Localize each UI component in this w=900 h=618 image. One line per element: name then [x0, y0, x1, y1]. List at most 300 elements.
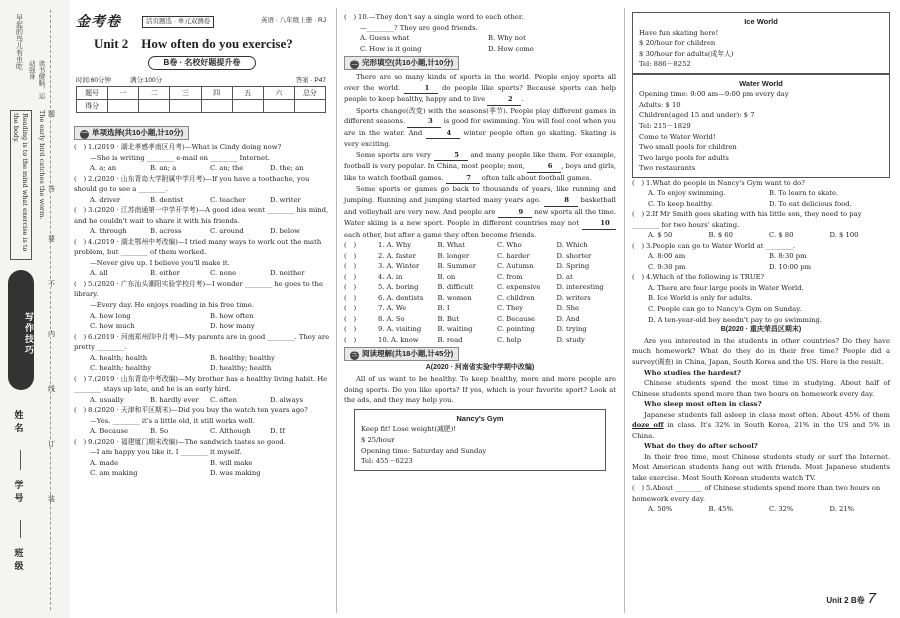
- question: [74, 279, 330, 332]
- option: B. across: [150, 227, 182, 236]
- option: C. Who: [497, 241, 522, 250]
- subject-label: 英语 · 八年级上册 · RJ: [261, 17, 326, 24]
- question-source: (2019 · 河南郑州四中月考): [94, 332, 178, 341]
- answer-paren: ( ): [344, 314, 357, 323]
- option: D. writer: [270, 195, 301, 204]
- passage-subheading: What do they do after school?: [644, 442, 758, 451]
- ad-nancys-gym: [354, 409, 606, 471]
- answer-paren: ( ): [344, 283, 357, 292]
- cloze-option-row: [344, 240, 616, 251]
- question-number: 3.: [88, 206, 95, 215]
- quote-en: Reading is to the mind what exercise is to the body.: [12, 113, 29, 252]
- answer-paren: ( ): [632, 178, 645, 187]
- cloze-text: new sports all the time. Water skiing is a new sport. People in different countries may not: [344, 207, 617, 228]
- question: [632, 178, 890, 210]
- cloze-option-row: [344, 303, 616, 314]
- option: D. A ten-year-old boy needn't pay to go swimming.: [648, 315, 823, 324]
- option: B. on: [437, 272, 456, 281]
- option: D. at: [556, 272, 573, 281]
- option: C. children: [497, 293, 535, 302]
- question-number: 10.: [358, 13, 369, 21]
- option: A. Because: [90, 427, 128, 436]
- question-text: About ________ of Chinese students spend more than two hours on homework every day.: [632, 484, 881, 503]
- question-line: —Yes. ________ it's a little old, it still works well.: [90, 416, 255, 425]
- question-text: If Mr Smith goes skating with his little son, they need to pay ________ for two hours' skating.: [632, 210, 862, 229]
- score-header-cell: 六: [263, 87, 294, 100]
- question-stem: [74, 405, 330, 416]
- question-line: —She is writing ________ e-mail on ________ Internet.: [90, 153, 270, 162]
- option: B. $ 60: [708, 231, 733, 240]
- answer-paren: ( ): [344, 335, 357, 344]
- passage-subheading: Who studies the hardest?: [644, 368, 741, 377]
- answer-paren: ( ): [74, 437, 87, 446]
- option: B. I: [437, 304, 450, 313]
- question-stem: [632, 178, 890, 189]
- option: C. Autumn: [497, 262, 534, 271]
- answer-paren: ( ): [344, 325, 357, 334]
- cloze-text: Sports change(改变) with the seasons(季节). People play different games in different seasons.: [344, 106, 616, 126]
- answer-paren: ( ): [344, 304, 357, 313]
- answer-paren: ( ): [632, 484, 645, 493]
- question-source: (2019 · 湖北孝感孝南区月考): [94, 143, 185, 151]
- page-title: Unit 2 How often do you exercise?: [94, 36, 293, 51]
- question-text: —I wonder ________ he goes to the library.: [74, 279, 324, 299]
- option: D. If: [270, 427, 285, 436]
- option: C. $ 80: [769, 231, 794, 240]
- option: A. a; an: [90, 164, 117, 173]
- column-divider: [336, 8, 337, 613]
- option: A. To enjoy swimming.: [648, 189, 726, 198]
- option-row: [74, 311, 330, 332]
- question-number: 1.: [88, 143, 95, 151]
- option: 3. A. Winter: [378, 262, 420, 271]
- question-stem: [74, 332, 330, 353]
- section-heading: 一 单项选择(共10小题,计10分): [74, 126, 189, 140]
- option: 9. A. visiting: [378, 325, 422, 334]
- score-table: [76, 86, 326, 113]
- section-number: 二: [351, 61, 358, 68]
- answer-paren: ( ): [632, 210, 645, 219]
- question-text: —Did you buy the watch ten years ago?: [171, 406, 308, 415]
- ad-title: Ice World: [744, 17, 778, 26]
- section-number: 三: [351, 352, 358, 359]
- cloze-paragraph: [344, 72, 616, 106]
- cloze-text: often talk about football games.: [479, 173, 592, 182]
- option-row: [74, 268, 330, 279]
- answer-paren: ( ): [74, 174, 87, 183]
- option-row: [74, 163, 330, 174]
- question-stem: [74, 374, 330, 395]
- question-number: 2.: [646, 210, 653, 219]
- question-text: —They don't say a single word to each other.: [368, 13, 524, 21]
- question-number: 1.: [646, 178, 653, 187]
- cloze-text: basketball and volleyball are very new. And people are: [344, 195, 616, 216]
- question-stem: [74, 142, 330, 153]
- option: C. around: [210, 227, 244, 236]
- cloze-blank: 4: [426, 128, 460, 140]
- cut-line: [50, 10, 51, 610]
- score-cell: [263, 100, 294, 113]
- logo-sub: 活页题选 · 单元双测卷: [142, 16, 214, 28]
- question-text: —If you have a toothache, you should go to see a ________.: [74, 174, 310, 194]
- id-line: [20, 520, 21, 538]
- ad-title: Water World: [739, 78, 783, 88]
- question-text: What do people in Nancy's Gym want to do?: [652, 178, 805, 187]
- option: B. 8:30 pm: [769, 252, 807, 261]
- option-row: [74, 195, 330, 206]
- option: C. how much: [90, 322, 135, 331]
- cloze-text: and many people like them. For example, football is very popular. In China, most people; men,: [344, 150, 616, 171]
- passage-source: A(2020 · 河南省实验中学期中改编): [425, 364, 535, 372]
- option: B. But: [437, 314, 459, 323]
- option: B. dentist: [150, 195, 184, 204]
- question-text: —I tried many ways to work out the math problem, but ________ of them worked.: [74, 237, 322, 257]
- question-stem: [632, 483, 890, 504]
- question-number: 8.: [88, 406, 95, 415]
- answer-page: 答案 · P47: [295, 77, 326, 84]
- cloze-option-row: [344, 282, 616, 293]
- question-stem: [632, 241, 890, 252]
- score-cell: 得分: [77, 100, 108, 113]
- option: C. health; healthy: [90, 364, 152, 373]
- ad-line: Come to Water World!: [639, 132, 716, 141]
- page-footer: Unit 2 B卷 7: [826, 589, 876, 607]
- answer-paren: ( ): [74, 237, 87, 246]
- question-stem: [344, 12, 616, 23]
- column-3: [628, 0, 890, 618]
- ad-line: Opening time: 9:00 am—9:00 pm every day: [639, 90, 789, 99]
- option: C. often: [210, 395, 238, 404]
- cloze-text: Some sports are very: [356, 150, 434, 159]
- option: D. was making: [210, 469, 261, 478]
- question: [74, 142, 330, 174]
- cloze-option-row: [344, 272, 616, 283]
- option-row: [74, 226, 330, 237]
- option: D. 10:00 pm: [769, 262, 812, 271]
- passage-paragraph: [632, 410, 890, 442]
- cloze-blank: 5: [434, 150, 468, 162]
- question-text: Which of the following is TRUE?: [652, 273, 765, 282]
- option: D. How come: [488, 44, 534, 53]
- question-number: 9.: [88, 437, 95, 446]
- question: [74, 437, 330, 479]
- full-score: 满分:100分: [130, 77, 163, 84]
- score-cell: [139, 100, 170, 113]
- column-divider: [624, 8, 625, 613]
- option: 7. A. We: [378, 304, 407, 313]
- cut-mark: 要: [47, 235, 56, 242]
- score-header-cell: 二: [139, 87, 170, 100]
- cut-mark: 线: [47, 385, 56, 392]
- underlined-phrase: doze off: [632, 421, 664, 430]
- cut-mark: 内: [47, 330, 56, 337]
- option: C. none: [210, 269, 237, 278]
- ad-line: $ 30/hour for adults(成年人): [639, 49, 734, 58]
- text: in class. It's 32% in South Korea, 21% in the US and 5% in China.: [632, 421, 890, 440]
- text: Japanese students fall asleep in class most often. About 45% of them: [644, 410, 890, 419]
- cloze-text: , boys and girls, like to watch football games.: [344, 162, 616, 182]
- column-2-body: [344, 12, 616, 474]
- option: C. To keep healthy.: [648, 199, 714, 208]
- option: D. below: [270, 227, 300, 236]
- ad-line: Children(aged 15 and under): $ 7: [639, 111, 755, 120]
- option: D. healthy; health: [210, 364, 272, 373]
- question-stem: [74, 174, 330, 195]
- option-row: [74, 458, 330, 479]
- cloze-blank: 2: [487, 94, 521, 106]
- option: A. all: [90, 269, 108, 278]
- option: C. expensive: [497, 283, 541, 292]
- ad-line: Adults: $ 10: [639, 100, 681, 109]
- option: B. 45%: [708, 505, 733, 514]
- question-number: 4.: [88, 237, 95, 246]
- option: D. 21%: [829, 505, 855, 514]
- question: [632, 272, 890, 325]
- question: [632, 241, 890, 273]
- question-line: —I am happy you like it. I ________ it myself.: [90, 448, 242, 457]
- option-row: [632, 230, 890, 241]
- option: 5. A. boring: [378, 283, 419, 292]
- answer-paren: ( ): [344, 251, 357, 260]
- score-header-cell: 总分: [294, 87, 325, 100]
- answer-paren: ( ): [74, 374, 87, 383]
- score-header-cell: 五: [232, 87, 263, 100]
- score-header-cell: 三: [170, 87, 201, 100]
- option: C. pointing: [497, 325, 535, 334]
- option-row: [632, 251, 890, 272]
- question-text: —My brother has a healthy living habit. He ________ stays up late, and he is an early bird.: [74, 374, 328, 394]
- cloze-option-row: [344, 324, 616, 335]
- passage-subheading: Who sleep most often in class?: [644, 400, 762, 409]
- cut-mark: 装: [47, 495, 56, 502]
- question-source: (2020 · 天津和平区期末): [94, 406, 172, 415]
- section-title: 阅读理解(共18小题,计45分): [362, 349, 454, 359]
- column-3-body: [632, 12, 890, 515]
- option: D. always: [270, 395, 303, 404]
- question: [74, 332, 330, 374]
- passage-intro: All of us want to be healthy. To keep healthy, more and more people are doing sports. Do you like sports? If yes, which is your favorite sport? Look at the ads, and they may help you.: [344, 375, 616, 405]
- question-text: —What is Cindy doing now?: [184, 143, 282, 151]
- option: A. health; health: [90, 353, 148, 362]
- cloze-option-row: [344, 293, 616, 304]
- question-source: (2020 · 福建厦门期末改编): [94, 437, 178, 446]
- option: C. They: [497, 304, 524, 313]
- question: [632, 209, 890, 241]
- cloze-text: Some sports or games go back to thousands of years, like running and jumping. Running and jumping started many years ago.: [344, 185, 616, 204]
- option: B. waiting: [437, 325, 473, 334]
- question-number: 5.: [88, 279, 95, 288]
- passage-paragraph: Chinese students spend the most time in studying. About half of Chinese students spend more than two hours on homework every day.: [632, 379, 890, 398]
- id-label: 学号: [12, 480, 23, 506]
- class-label: 班级: [12, 548, 23, 574]
- question-text: —My parents are in good ________. They are pretty ________.: [74, 332, 330, 352]
- option: C. 9:30 pm: [648, 262, 686, 271]
- option: D. interesting: [556, 283, 604, 292]
- cloze-text: winter people often go skating. Skating is very exciting.: [344, 128, 616, 149]
- option: C. Although: [210, 427, 251, 436]
- question-source: (2019 · 湖北鄂州中考改编): [94, 237, 178, 246]
- option: 2. A. faster: [378, 251, 416, 260]
- question-number: 2.: [88, 174, 95, 183]
- section-single-choice: [74, 124, 330, 479]
- option: D. She: [556, 304, 580, 313]
- option: A. through: [90, 227, 127, 236]
- question-text: —The sandwich tastes so good.: [177, 437, 286, 446]
- option: B. Why not: [488, 34, 526, 43]
- question-line: —Every day. He enjoys reading in his free time.: [90, 300, 254, 309]
- score-header-cell: 一: [108, 87, 139, 100]
- option: A. 8:00 am: [648, 252, 686, 261]
- question-stem: [74, 437, 330, 448]
- cloze-text: do people like sports? Because sports can help people to keep healthy, happy and to live: [344, 83, 616, 104]
- option-row: [632, 188, 890, 209]
- option: 10. A. know: [378, 335, 419, 344]
- question: [74, 205, 330, 237]
- option: C. am making: [90, 469, 138, 478]
- cut-mark: 不: [47, 280, 56, 287]
- option: D. And: [556, 314, 580, 323]
- cloze-blank: 7: [446, 173, 480, 185]
- option: B. an; a: [150, 164, 177, 173]
- option: C. How is it going: [360, 44, 422, 53]
- cloze-paragraph: [344, 106, 616, 150]
- option: A. driver: [90, 195, 121, 204]
- ad-line: Have fun skating here!: [639, 28, 719, 37]
- option: 6. A. dentists: [378, 293, 424, 302]
- option: D. To eat delicious food.: [769, 199, 852, 208]
- cloze-option-row: [344, 314, 616, 325]
- question-number: 4.: [646, 273, 653, 282]
- ad-water-world: [632, 74, 890, 178]
- score-cell: [294, 100, 325, 113]
- option: D. Spring: [556, 262, 590, 271]
- question-source: (2020 · 江苏南通第一中学开学考): [94, 206, 199, 215]
- question-line: —Never give up. I believe you'll make it.: [90, 258, 230, 267]
- question-line: —________? They are good friends.: [360, 23, 478, 32]
- cloze-option-row: [344, 335, 616, 346]
- option: B. how often: [210, 311, 254, 320]
- section-heading: [344, 347, 459, 361]
- score-cell: [201, 100, 232, 113]
- logo: 金考卷: [76, 14, 121, 30]
- score-cell: [232, 100, 263, 113]
- option: C. Because: [497, 314, 536, 323]
- section-title: 完形填空(共10小题,计10分): [362, 58, 454, 68]
- option-row: [344, 33, 616, 54]
- ad-ice-world: [632, 12, 890, 74]
- cloze-blank: 9: [498, 207, 532, 219]
- question-number: 6.: [88, 332, 95, 341]
- quote-box: [10, 110, 32, 260]
- option: C. People can go to Nancy's Gym on Sunday.: [648, 305, 802, 313]
- cloze-paragraph: [344, 150, 616, 185]
- question-source: (2020 · 山东青岛大学附属中学月考): [94, 174, 206, 183]
- question-number: 7.: [88, 374, 95, 383]
- binding-gutter: [0, 0, 70, 618]
- option-row: [632, 283, 890, 325]
- cloze-text: each other, but after a game they often become friends.: [344, 230, 537, 239]
- option: D. neither: [270, 269, 305, 278]
- option-row: [74, 353, 330, 374]
- passage-source: B(2020 · 重庆荣昌区期末): [720, 326, 802, 334]
- answer-paren: ( ): [74, 406, 87, 415]
- cloze-blank: 6: [527, 161, 561, 173]
- ad-line: Tel: 215－1829: [639, 121, 691, 130]
- question-stem: [74, 237, 330, 258]
- option: C. an; the: [210, 164, 244, 173]
- option: 8. A. So: [378, 314, 405, 323]
- ad-line: $ 25/hour: [361, 436, 395, 444]
- answer-paren: ( ): [74, 279, 87, 288]
- ad-line: Opening time: Saturday and Sunday: [361, 446, 487, 455]
- option: B. women: [437, 293, 472, 302]
- option: D. study: [556, 335, 585, 344]
- question-stem: [632, 272, 890, 283]
- cut-mark: 答: [47, 185, 56, 192]
- option: D. trying: [556, 325, 587, 334]
- option: B. So: [150, 427, 169, 436]
- option: D. how many: [210, 322, 255, 331]
- option-row: [74, 395, 330, 406]
- question-number: 3.: [646, 241, 653, 250]
- option: B. Summer: [437, 262, 477, 271]
- cloze-text: is good for swimming. You will feel cool when you are in the water. And: [344, 117, 617, 137]
- answer-paren: ( ): [74, 143, 87, 151]
- question-stem: [74, 279, 330, 300]
- question: [344, 12, 616, 54]
- answer-paren: ( ): [344, 272, 357, 281]
- question: [74, 405, 330, 437]
- option-row: [74, 426, 330, 437]
- name-line: [20, 450, 21, 470]
- answer-paren: ( ): [74, 332, 87, 341]
- ad-title: Nancy's Gym: [456, 413, 504, 423]
- option: C. teacher: [210, 195, 246, 204]
- quote-cn: 读书健脑，运动强身: [27, 60, 46, 99]
- score-header-cell: 四: [201, 87, 232, 100]
- cut-mark: 题: [47, 110, 56, 117]
- option: A. how long: [90, 311, 131, 320]
- cloze-paragraph: [344, 184, 616, 240]
- cloze-option-row: [344, 261, 616, 272]
- ad-line: Two large pools for adults: [639, 153, 729, 162]
- score-header-cell: 题号: [77, 87, 108, 100]
- proverb-en: The early bird catches the worm.: [37, 110, 46, 220]
- question-stem: [632, 209, 890, 230]
- answer-paren: ( ): [344, 13, 357, 21]
- option: B. difficult: [437, 283, 474, 292]
- option: D. $ 100: [829, 231, 859, 240]
- cloze-text: There are so many kinds of sports in the world. People enjoy sports all over the world.: [344, 73, 616, 92]
- question-source: (2020 · 广东汕头潮阳实验学校月考): [94, 279, 206, 288]
- time-limit: 时间:60分钟: [76, 77, 112, 84]
- option: A. Guess what: [360, 34, 410, 43]
- option: A. There are four large pools in Water World.: [648, 283, 804, 292]
- answer-paren: ( ): [632, 241, 645, 250]
- option: B. What: [437, 241, 465, 250]
- passage-paragraph: In their free time, most Chinese students study or surf the Internet. Most American students hang out with friends. Most Japanese students take exercise. Most South Korean students watch TV.: [632, 452, 890, 482]
- exam-band: B卷 · 名校好题提升卷: [148, 56, 256, 70]
- ad-line: Two small pools for children: [639, 143, 737, 152]
- ad-line: Tel: 455－6223: [361, 457, 413, 466]
- option: 4. A. in: [378, 272, 403, 281]
- question-source: (2019 · 山东青岛中考改编): [94, 374, 178, 383]
- question: [74, 374, 330, 406]
- question-text: People can go to Water World at ________.: [652, 241, 796, 250]
- ad-line: Keep fit! Lose weight(减肥)!: [361, 425, 456, 434]
- ad-line: $ 20/hour for children: [639, 39, 716, 48]
- question-stem: [74, 205, 330, 226]
